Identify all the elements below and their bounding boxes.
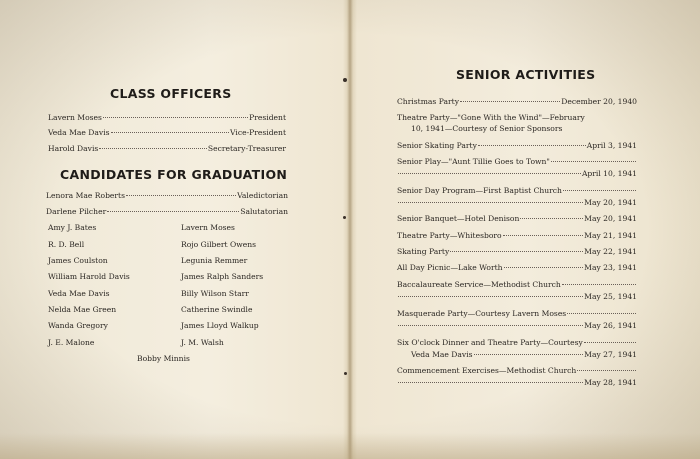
dot-leader xyxy=(398,382,583,383)
candidate-name: Wanda Gregory xyxy=(48,321,108,330)
dot-leader xyxy=(126,195,236,196)
activity-row xyxy=(397,113,637,123)
candidate-name: J. M. Walsh xyxy=(181,338,224,347)
activity-date: May 20, 1941 xyxy=(584,214,637,223)
activity-date-row xyxy=(397,292,637,302)
activity-event: Masquerade Party—Courtesy Lavern Moses xyxy=(397,309,567,318)
activity-date-row xyxy=(411,350,637,360)
candidate-name: James Coulston xyxy=(48,256,108,265)
activity-row xyxy=(397,141,637,151)
class-officers-heading: CLASS OFFICERS xyxy=(110,86,232,101)
binding-dot xyxy=(344,372,347,375)
activity-date: May 20, 1941 xyxy=(584,198,637,207)
candidate-name: James Ralph Sanders xyxy=(181,272,264,281)
activity-event: Senior Skating Party xyxy=(397,141,477,150)
dot-leader xyxy=(584,342,636,343)
candidates-heading: CANDIDATES FOR GRADUATION xyxy=(60,167,288,182)
dot-leader xyxy=(450,251,583,252)
valedictorian-role: Valedictorian xyxy=(237,191,288,200)
activity-date: May 26, 1941 xyxy=(584,321,637,330)
paper-stain xyxy=(0,433,700,459)
activity-date: May 23, 1941 xyxy=(584,263,637,272)
salutatorian-row xyxy=(46,207,288,217)
dot-leader xyxy=(577,370,636,371)
activity-row xyxy=(397,338,637,348)
activity-date: May 22, 1941 xyxy=(584,247,637,256)
activity-event: Commencement Exercises—Methodist Church xyxy=(397,366,577,375)
activity-date: May 28, 1941 xyxy=(584,378,637,387)
activity-event: All Day Picnic—Lake Worth xyxy=(397,263,503,272)
activity-date-row xyxy=(397,378,637,388)
activity-row xyxy=(397,263,637,273)
dot-leader xyxy=(567,313,636,314)
salutatorian-role: Salutatorian xyxy=(240,207,288,216)
activity-event: Theatre Party—"Gone With the Wind"—February xyxy=(397,113,585,122)
valedictorian-row xyxy=(46,191,288,201)
dot-leader xyxy=(460,101,560,102)
activity-event: Senior Banquet—Hotel Denison xyxy=(397,214,520,223)
activity-row xyxy=(397,309,637,319)
activity-date: May 21, 1941 xyxy=(584,231,637,240)
officer-row xyxy=(48,144,286,154)
dot-leader xyxy=(107,211,239,212)
candidate-name: Legunia Remmer xyxy=(181,256,248,265)
officer-row xyxy=(48,128,286,138)
activity-continuation: 10, 1941—Courtesy of Senior Sponsors xyxy=(411,124,563,133)
candidate-name: Veda Mae Davis xyxy=(48,289,110,298)
candidate-name: William Harold Davis xyxy=(48,272,130,281)
officer-role: Secretary-Treasurer xyxy=(207,144,286,153)
activity-date-row xyxy=(397,321,637,331)
activity-row xyxy=(397,157,637,167)
activity-row xyxy=(397,247,637,257)
officer-name: Lavern Moses xyxy=(48,113,102,122)
candidate-name: James Lloyd Walkup xyxy=(181,321,259,330)
binding-dot xyxy=(343,78,347,82)
activity-row xyxy=(397,231,637,241)
dot-leader xyxy=(99,148,207,149)
candidate-name: Lavern Moses xyxy=(181,223,235,232)
dot-leader xyxy=(503,235,584,236)
dot-leader xyxy=(563,190,636,191)
candidate-name: J. E. Malone xyxy=(48,338,95,347)
candidate-name-last: Bobby Minnis xyxy=(137,354,190,363)
valedictorian-name: Lenora Mae Roberts xyxy=(46,191,126,200)
dot-leader xyxy=(478,145,586,146)
dot-leader xyxy=(111,132,230,133)
officer-name: Harold Davis xyxy=(48,144,99,153)
activity-date-row xyxy=(397,169,637,179)
activity-row xyxy=(397,280,637,290)
activity-row xyxy=(397,214,637,224)
officer-name: Veda Mae Davis xyxy=(48,128,110,137)
salutatorian-name: Darlene Pilcher xyxy=(46,207,107,216)
activity-event: Baccalaureate Service—Methodist Church xyxy=(397,280,561,289)
dot-leader xyxy=(398,325,583,326)
candidate-name: R. D. Bell xyxy=(48,240,85,249)
dot-leader xyxy=(474,354,584,355)
candidate-name: Billy Wilson Starr xyxy=(181,289,249,298)
candidate-name: Amy J. Bates xyxy=(48,223,97,232)
page-fold xyxy=(347,0,353,459)
activity-row xyxy=(397,97,637,107)
dot-leader xyxy=(504,267,584,268)
dot-leader xyxy=(398,202,583,203)
activity-date: May 27, 1941 xyxy=(584,350,637,359)
binding-dot xyxy=(343,216,346,219)
officer-role: Vice-President xyxy=(230,128,286,137)
activity-event: Theatre Party—Whitesboro xyxy=(397,231,502,240)
activity-date: April 10, 1941 xyxy=(581,169,637,178)
activity-event: Senior Play—"Aunt Tillie Goes to Town" xyxy=(397,157,550,166)
candidate-name: Nelda Mae Green xyxy=(48,305,117,314)
dot-leader xyxy=(103,117,248,118)
dot-leader xyxy=(551,161,636,162)
dot-leader xyxy=(398,173,581,174)
candidate-name: Catherine Swindle xyxy=(181,305,253,314)
activity-event: Christmas Party xyxy=(397,97,460,106)
activity-event: Senior Day Program—First Baptist Church xyxy=(397,186,562,195)
activity-row xyxy=(397,186,637,196)
dot-leader xyxy=(562,284,636,285)
activity-date: April 3, 1941 xyxy=(586,141,637,150)
activity-row xyxy=(397,366,637,376)
dot-leader xyxy=(398,296,583,297)
dot-leader xyxy=(520,218,583,219)
activity-date-row xyxy=(397,198,637,208)
senior-activities-heading: SENIOR ACTIVITIES xyxy=(456,67,596,82)
activity-date: December 20, 1940 xyxy=(561,97,637,106)
activity-continuation: Veda Mae Davis xyxy=(411,350,473,359)
candidate-name: Rojo Gilbert Owens xyxy=(181,240,257,249)
activity-event: Skating Party xyxy=(397,247,450,256)
officer-row xyxy=(48,113,286,123)
activity-event: Six O'clock Dinner and Theatre Party—Courtesy xyxy=(397,338,583,347)
activity-date: May 25, 1941 xyxy=(584,292,637,301)
officer-role: President xyxy=(249,113,286,122)
